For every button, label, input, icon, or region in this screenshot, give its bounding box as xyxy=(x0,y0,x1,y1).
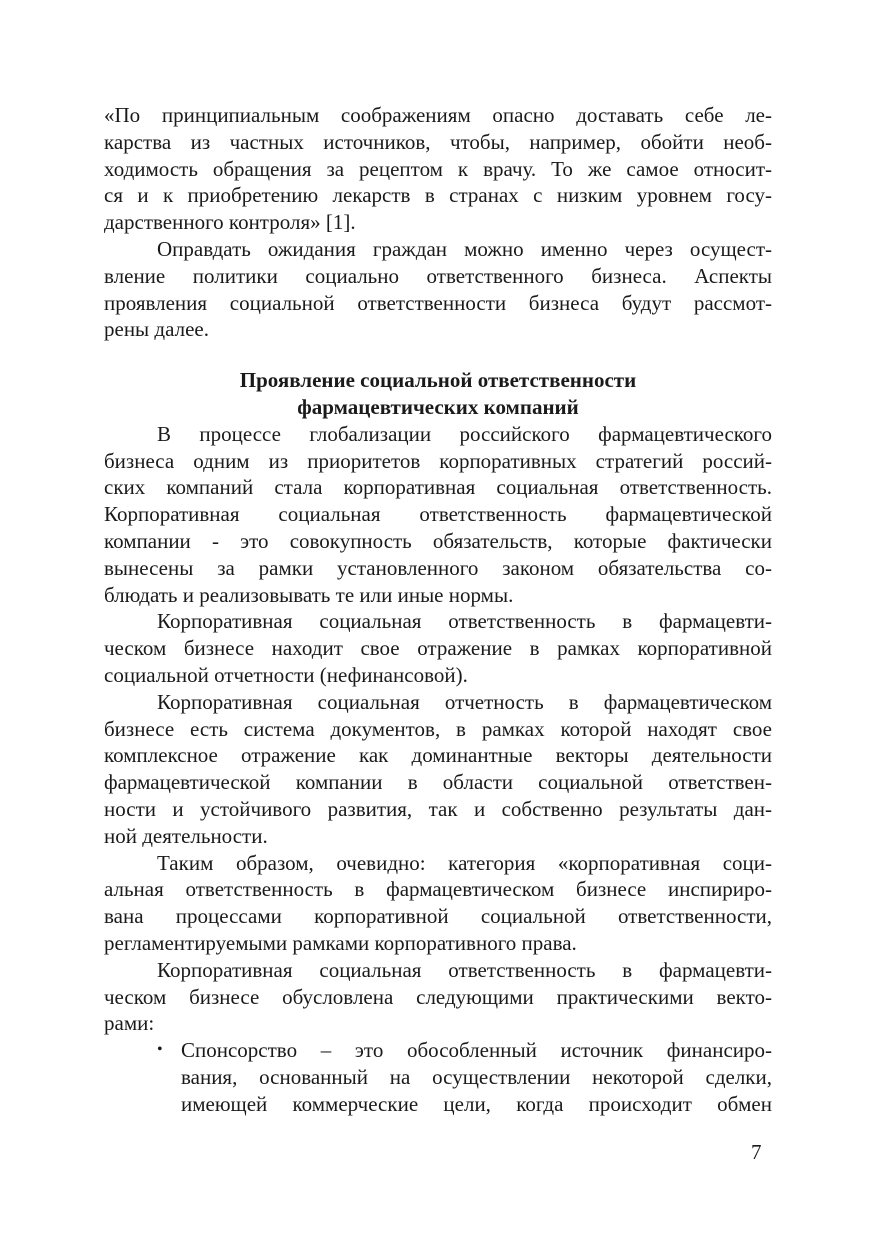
paragraph-expectations xyxy=(104,236,772,343)
list-item xyxy=(104,1037,772,1117)
paragraph-quote xyxy=(104,102,772,236)
text-line: имеющей коммерческие цели, когда происходит обмен xyxy=(181,1091,772,1116)
text-line: Оправдать ожидания граждан можно именно через осущест- xyxy=(157,236,772,261)
heading-line-2: фармацевтических компаний xyxy=(297,394,579,419)
text-line: ческом бизнесе обусловлена следующими практическими векто- xyxy=(104,984,772,1009)
text-line: В процессе глобализации российского фармацевтического xyxy=(157,421,772,446)
text-line: ских компаний стала корпоративная социальная ответственность. xyxy=(104,475,772,500)
bullet-icon: • xyxy=(157,1041,163,1059)
text-line: бизнесе есть система документов, в рамках которой находят свое xyxy=(104,716,772,741)
text-line: Спонсорство – это обособленный источник финансиро- xyxy=(181,1038,772,1063)
text-line: проявления социальной ответственности бизнеса будут рассмот- xyxy=(104,290,772,315)
text-line: блюдать и реализовывать те или иные нормы. xyxy=(104,582,514,607)
text-line: «По принципиальным соображениям опасно доставать себе ле- xyxy=(104,103,772,127)
text-line: карства из частных источников, чтобы, например, обойти необ- xyxy=(104,129,772,154)
bullet-list xyxy=(104,1037,772,1117)
text-line: социальной отчетности (нефинансовой). xyxy=(104,662,468,687)
text-line: вания, основанный на осуществлении некоторой сделки, xyxy=(181,1064,772,1089)
text-line: ся и к приобретению лекарств в странах с низким уровнем госу- xyxy=(104,183,772,208)
text-line: Корпоративная социальная ответственность в фармацевти- xyxy=(157,609,772,634)
text-line: вынесены за рамки установленного законом обязательства со- xyxy=(104,555,772,580)
text-line: комплексное отражение как доминантные векторы деятельности xyxy=(104,743,772,768)
text-line: фармацевтической компании в области социальной ответствен- xyxy=(104,770,772,795)
text-line: Таким образом, очевидно: категория «корпоративная соци- xyxy=(157,850,772,875)
text-line: дарственного контроля» [1]. xyxy=(104,210,356,235)
text-line: бизнеса одним из приоритетов корпоративных стратегий россий- xyxy=(104,448,772,473)
text-line: рены далее. xyxy=(104,317,209,342)
text-line: ческом бизнесе находит свое отражение в рамках корпоративной xyxy=(104,636,772,661)
page-number: 7 xyxy=(751,1140,762,1164)
paragraph-reporting xyxy=(104,608,772,688)
section-heading xyxy=(104,367,772,421)
text-line: рами: xyxy=(104,1011,155,1036)
paragraph-documents xyxy=(104,689,772,850)
text-line: Корпоративная социальная отчетность в фармацевтическом xyxy=(157,689,772,714)
document-page xyxy=(104,102,772,1117)
text-line: ности и устойчивого развития, так и собственно результаты дан- xyxy=(104,796,772,821)
text-line: Корпоративная социальная ответственность в фармацевти- xyxy=(157,957,772,982)
text-line: ной деятельности. xyxy=(104,823,268,848)
text-line: регламентируемыми рамками корпоративного права. xyxy=(104,930,577,955)
text-line: вление политики социально ответственного бизнеса. Аспекты xyxy=(104,263,772,288)
heading-line-1: Проявление социальной ответственности xyxy=(239,368,637,393)
text-line: вана процессами корпоративной социальной ответственности, xyxy=(104,904,772,929)
text-line: Корпоративная социальная ответственность фармацевтической xyxy=(104,502,772,527)
text-line: компании - это совокупность обязательств, которые фактически xyxy=(104,528,772,553)
text-line: альная ответственность в фармацевтическом бизнесе инспириро- xyxy=(104,877,772,902)
paragraph-vectors xyxy=(104,957,772,1037)
paragraph-conclusion xyxy=(104,850,772,957)
paragraph-globalization xyxy=(104,421,772,609)
text-line: ходимость обращения за рецептом к врачу. То же самое относит- xyxy=(104,156,772,181)
